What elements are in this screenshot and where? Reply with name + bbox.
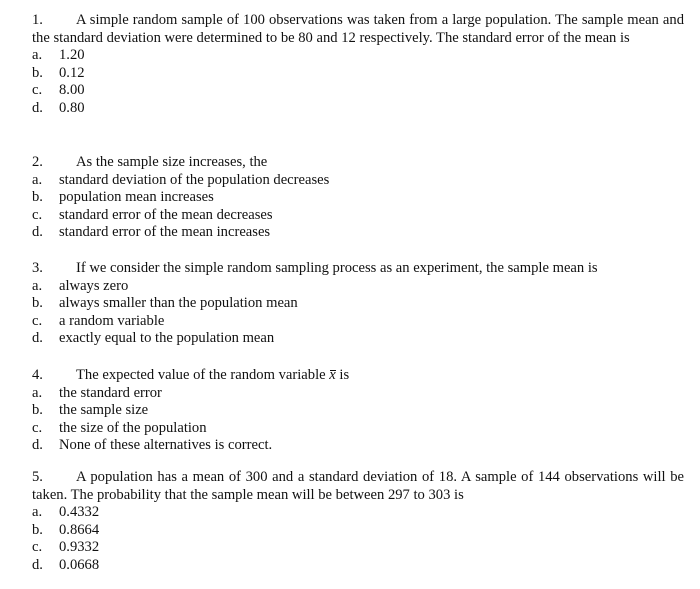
question-number: 3. [32,260,43,276]
answer-option-c [32,207,684,225]
answer-option-d [32,100,684,118]
option-text: 0.9332 [59,539,100,555]
option-text: the sample size [59,402,149,418]
option-letter: b. [32,189,43,205]
question-stem [32,367,684,385]
option-letter: a. [32,277,43,294]
question-2 [32,154,684,242]
option-letter: c. [32,206,43,223]
option-text: None of these alternatives is correct. [59,437,273,453]
option-text: 0.12 [59,64,85,81]
option-letter: a. [32,384,43,401]
option-text: population mean increases [59,189,214,205]
answer-option-b [32,189,684,207]
question-number: 5. [32,469,43,485]
x-bar-symbol: x [329,367,336,383]
option-text: standard error of the mean decreases [59,206,273,223]
option-letter: d. [32,99,43,116]
option-text: 8.00 [59,82,85,98]
option-text: 0.4332 [59,504,100,520]
option-letter: c. [32,539,43,555]
option-text: exactly equal to the population mean [59,330,275,346]
answer-option-a [32,278,684,296]
question-text: A simple random sample of 100 observations was taken from a large population. The sample mean and the standard deviation were determined to be 80 and 12 respectively. The standard error of the mean is [32,12,684,46]
answer-option-d [32,557,684,575]
answer-option-b [32,295,684,313]
question-text: The expected value of the random variable [76,367,326,383]
option-text: always zero [59,277,129,294]
option-letter: b. [32,521,43,538]
option-letter: b. [32,64,43,81]
option-letter: b. [32,295,43,311]
question-text: If we consider the simple random sampling process as an experiment, the sample mean is [76,260,598,276]
question-number: 2. [32,154,43,170]
answer-option-d [32,224,684,242]
answer-option-c [32,82,684,100]
question-stem [32,469,684,504]
option-text: 0.80 [59,99,85,116]
option-text: the size of the population [59,419,207,436]
answer-option-d [32,330,684,348]
option-text: a random variable [59,312,165,329]
answer-option-a [32,172,684,190]
option-text: standard deviation of the population decreases [59,171,330,188]
question-1 [32,12,684,117]
question-5 [32,469,684,574]
question-number: 4. [32,367,43,383]
answer-option-a [32,504,684,522]
option-text: always smaller than the population mean [59,295,298,311]
option-text: 1.20 [59,47,85,63]
question-stem [32,12,684,47]
option-text: 0.0668 [59,556,100,573]
option-letter: a. [32,171,43,188]
option-letter: a. [32,504,43,520]
answer-option-b [32,402,684,420]
question-text-end: is [339,367,350,383]
answer-option-c [32,420,684,438]
option-letter: d. [32,556,43,573]
option-letter: d. [32,224,43,240]
question-3 [32,260,684,348]
option-letter: d. [32,437,43,453]
option-letter: c. [32,419,43,436]
answer-option-c [32,539,684,557]
option-letter: c. [32,312,43,329]
answer-option-a [32,47,684,65]
question-stem [32,260,684,278]
option-text: 0.8664 [59,521,100,538]
question-stem [32,154,684,172]
option-letter: b. [32,402,43,418]
answer-option-d [32,437,684,455]
question-text: As the sample size increases, the [76,154,268,170]
option-text: the standard error [59,384,162,401]
option-text: standard error of the mean increases [59,224,271,240]
option-letter: a. [32,47,43,63]
answer-option-b [32,65,684,83]
answer-option-a [32,385,684,403]
option-letter: d. [32,330,43,346]
option-letter: c. [32,82,43,98]
answer-option-c [32,313,684,331]
question-text: A population has a mean of 300 and a standard deviation of 18. A sample of 144 observations will be taken. The probability that the sample mean will be between 297 to 303 is [32,469,684,503]
question-number: 1. [32,12,43,28]
answer-option-b [32,522,684,540]
question-4 [32,367,684,455]
